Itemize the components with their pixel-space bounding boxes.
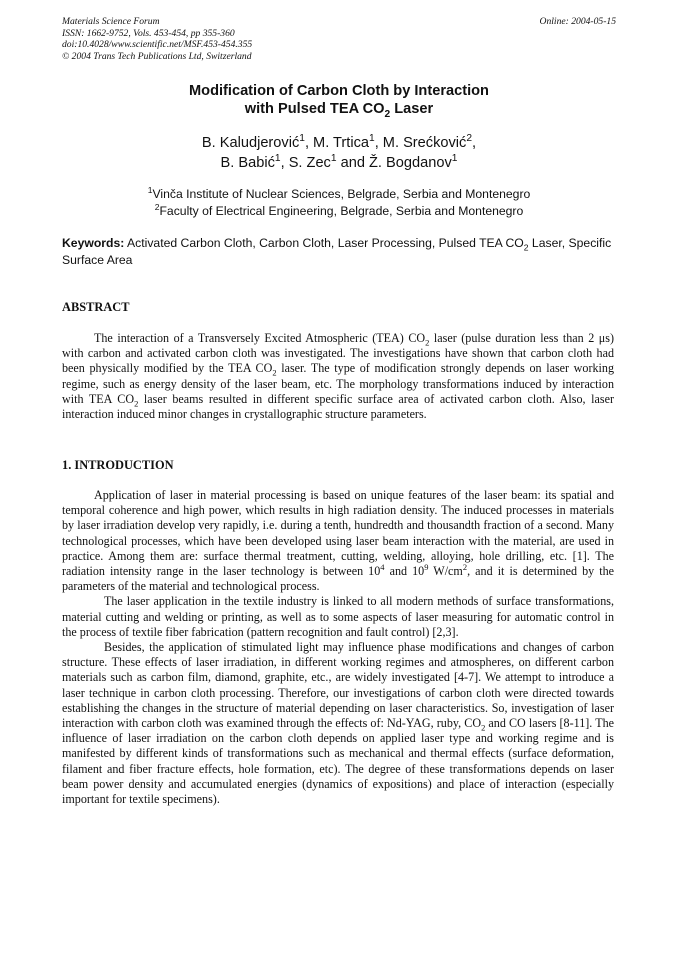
title-line-1: Modification of Carbon Cloth by Interaction bbox=[189, 83, 489, 99]
keywords-label: Keywords: bbox=[62, 236, 125, 250]
author-line-2: B. Babić$^1$, S. Zec$^1$ and Ž. Bogdanov$^1$ bbox=[220, 153, 458, 171]
author-name: M. Srećković bbox=[382, 135, 467, 151]
author-name: B. Babić bbox=[220, 155, 275, 171]
intro-paragraph-2: The laser application in the textile industry is linked to all modern methods of surface transformations, material cutting and welding or printing, as well as to some aspects of laser measuring for automatic control in the process of textile fiber fabrication (pattern recognition and fault control) [2,3]. bbox=[62, 594, 614, 639]
introduction-heading: 1. INTRODUCTION bbox=[62, 458, 174, 472]
introduction-body bbox=[62, 488, 614, 807]
keywords: Keywords: Activated Carbon Cloth, Carbon Cloth, Laser Processing, Pulsed TEA $CO_2$ Laser, Specific Surface Area bbox=[62, 236, 612, 267]
doi-line[interactable]: doi:10.4028/www.scientific.net/MSF.453-454.355 bbox=[62, 39, 253, 51]
journal-header bbox=[62, 16, 252, 62]
journal-name: Materials Science Forum bbox=[62, 16, 160, 27]
intro-paragraph-3: Besides, the application of stimulated light may influence phase modifications and changes of carbon structure. These effects of laser irradiation, in different working regimes and atmospheres, on different carbon materials such as carbon film, diamond, graphite, etc., are widely investigated [4-7]. We attempt to introduce a laser technique in carbon cloth processing. Therefore, our investigations of carbon cloth were directed towards establishing the changes in the structure of material depending on laser characteristics. So, investigation of laser interaction with carbon cloth was examined through the effects of: Nd-YAG, ruby, $CO_2$ and CO lasers [8-11]. The influence of laser irradiation on the carbon cloth depends on applied laser type and working regime and is manifested by different kinds of transformations such as mechanical and thermal effects (surface deformation, filament and fiber fracture effects, hole formation, etc). The degree of these transformations depends on laser beam power density and accumulated energies (dynamics of expositions) and place of interaction (especially important for textile specimens). bbox=[62, 640, 614, 807]
intro-paragraph-1: Application of laser in material processing is based on unique features of the laser beam: its spatial and temporal coherence and high power, which results in high radiation density. The induced processes in materials by laser irradiation develop very rapidly, i.e. during a tenth, hundredth and thousandth fraction of a second. Many technological processes, which have been developed using laser beam interaction with the material, are used in practice. Among them are: surface thermal treatment, cutting, welding, alloying, hole drilling, etc. [1]. The radiation intensity range in the laser technology is between $10^4$ and $10^9$ $W/cm^2$, and it is determined by the parameters of the material and technological process. bbox=[62, 488, 615, 594]
author-name: S. Zec bbox=[288, 155, 331, 171]
paper-title bbox=[62, 82, 616, 118]
affiliation-2: $^2$Faculty of Electrical Engineering, Belgrade, Serbia and Montenegro bbox=[154, 201, 524, 218]
author-name: Ž. Bogdanov bbox=[369, 155, 452, 171]
author-line-1: B. Kaludjerović$^1$, M. Trtica$^1$, M. Srećković$^2$, bbox=[201, 133, 477, 151]
abstract-body bbox=[62, 331, 614, 422]
abstract-heading: ABSTRACT bbox=[62, 300, 130, 314]
copyright-line: © 2004 Trans Tech Publications Ltd, Switzerland bbox=[62, 50, 252, 62]
author-name: B. Kaludjerović bbox=[201, 135, 300, 151]
abstract-paragraph: The interaction of a Transversely Excited Atmospheric (TEA) $CO_2$ laser (pulse duration less than 2 μs) with carbon and activated carbon cloth was investigated. The investigations have shown that carbon cloth had been physically modified by the TEA $CO_2$ laser. The type of modification strongly depends on laser working regime, such as energy density of the laser beam, etc. The morphology transformations induced by interaction with TEA $CO_2$ laser beams resulted in different specific surface area of activated carbon cloth. Also, laser interaction induced minor changes in crystallographic structure parameters. bbox=[62, 331, 615, 422]
affiliations bbox=[62, 186, 616, 220]
title-line-2: with Pulsed TEA $CO_2$ Laser bbox=[244, 101, 434, 120]
issn-line: ISSN: 1662-9752, Vols. 453-454, pp 355-360 bbox=[62, 27, 235, 39]
affiliation-1: $^1$Vinča Institute of Nuclear Sciences, Belgrade, Serbia and Montenegro bbox=[147, 184, 531, 201]
online-date: Online: 2004-05-15 bbox=[539, 16, 616, 27]
author-list bbox=[62, 133, 616, 173]
author-name: M. Trtica bbox=[313, 135, 369, 151]
